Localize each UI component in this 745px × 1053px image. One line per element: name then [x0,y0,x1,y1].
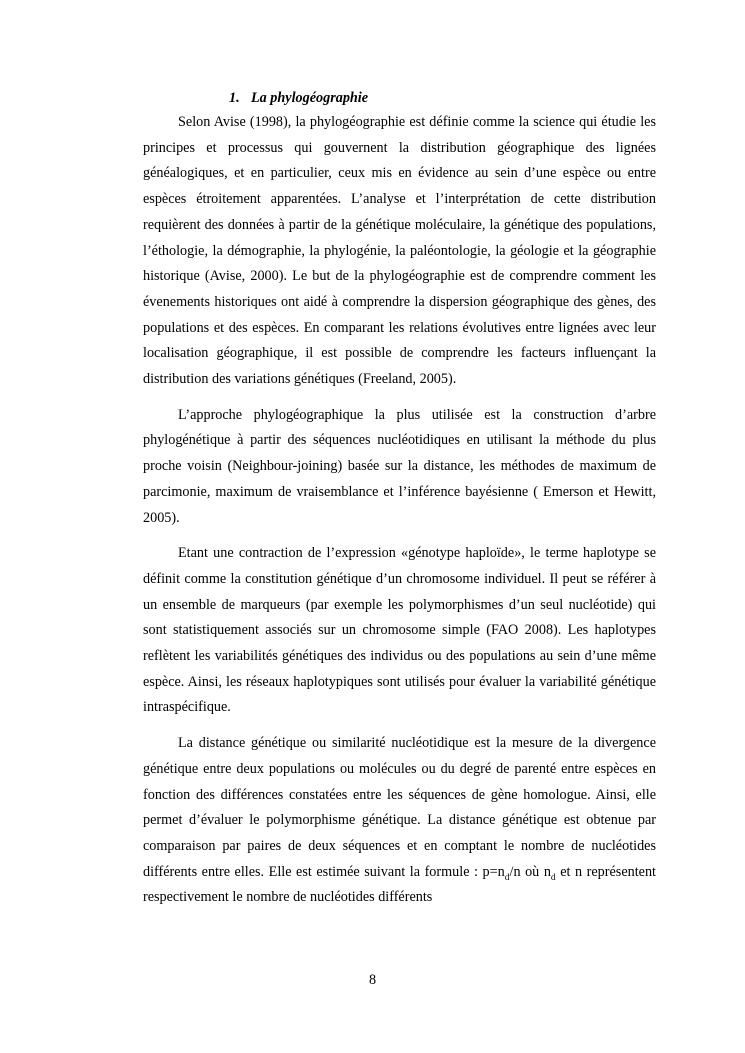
formula-subscript-2: d [550,872,556,883]
formula-p: p=n [482,863,505,880]
formula-subscript-1: d [504,872,510,883]
section-title: La phylogéographie [251,90,369,106]
paragraph-haplotype: Etant une contraction de l’expression «génotype haploïde», le terme haplotype se définit comme la constitution génétique d’un chromosome individuel. Il peut se référer à un ensemble de marqueurs (par exemple les polymorphismes d’un seul nucléotide) qui sont statistiquement associés sur un chromosome simple (FAO 2008). Les haplotypes reflètent les variabilités génétiques des individus ou des populations au sein d’une même espèce. Ainsi, les réseaux haplotypiques sont utilisés pour évaluer la variabilité génétique intraspécifique. [143,545,656,716]
page-number: 8 [368,972,377,988]
document-page [143,86,656,911]
genetic-distance-text: La distance génétique ou similarité nucléotidique est la mesure de la divergence génétique entre deux populations ou molécules ou du degré de parenté entre espèces en fonction des différences constatées entre les séquences de gène homologue. Ainsi, elle permet d’évaluer le polymorphisme génétique. La distance génétique est obtenue par comparaison par paires de deux séquences et en comptant le nombre de nucléotides différents entre elles. Elle est estimée suivant la formule : [143,735,656,880]
paragraph-phylogenetic-tree: L’approche phylogéographique la plus utilisée est la construction d’arbre phylogénétique à partir des séquences nucléotidiques en utilisant la méthode du plus proche voisin (Neighbour-joining) basée sur la distance, les méthodes de maximum de parcimonie, maximum de vraisemblance et l’inférence bayésienne ( Emerson et Hewitt, 2005). [143,406,656,526]
paragraph-phylogeography-definition: Selon Avise (1998), la phylogéographie est définie comme la science qui étudie les principes et processus qui gouvernent la distribution géographique des lignées généalogiques, et en particulier, ceux mis en évidence au sein d’une espèce ou entre espèces étroitement apparentées. L’analyse et l’interprétation de cette distribution requièrent des données à partir de la génétique moléculaire, la génétique des populations, l’éthologie, la démographie, la phylogénie, la paléontologie, la géologie et la géographie historique (Avise, 2000). Le but de la phylogéographie est de comprendre comment les évenements historiques ont aidé à comprendre la dispersion géographique des gènes, des populations et des espèces. En comparant les relations évolutives entre lignées avec leur localisation géographique, il est possible de comprendre les facteurs influençant la distribution des variations génétiques (Freeland, 2005). [143,114,656,388]
section-number: 1. [229,90,240,106]
formula-rest: et n représentent respectivement le nombre de nucléotides différents [143,863,656,906]
paragraph-genetic-distance [143,731,656,911]
formula-middle: /n où n [509,863,551,880]
section-heading [229,86,656,110]
